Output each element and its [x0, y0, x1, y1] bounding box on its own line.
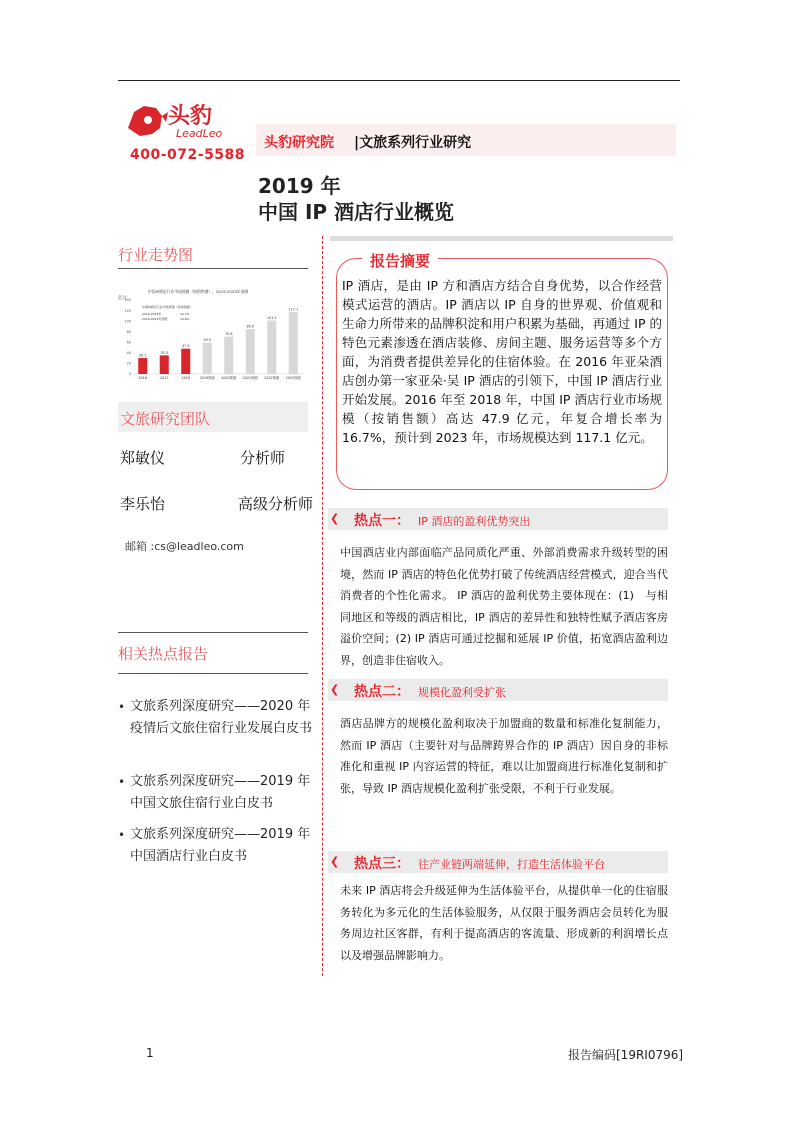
page-title: 中国 IP 酒店行业概览 [258, 200, 455, 224]
y-tick-label: 80 [126, 329, 131, 334]
bar-value-label: 101.2 [266, 316, 277, 321]
y-tick-label: 120 [124, 308, 131, 313]
bullet-icon: • [118, 775, 126, 789]
market-size-chart [118, 282, 308, 387]
page-number: 1 [146, 1046, 154, 1060]
related-rule [118, 673, 308, 674]
member-role: 高级分析师 [238, 495, 314, 513]
hotspot-title: 往产业链两端延伸，打造生活体验平台 [418, 858, 605, 871]
bar-value-label: 35.3 [160, 350, 169, 355]
x-tick-label: 2020预测 [221, 376, 237, 380]
chart-title: 中国IP酒店行业市场规模（按销售额），2016-2023年预测 [148, 289, 249, 294]
x-tick-label: 2018 [181, 376, 190, 380]
related-report-link[interactable]: 文旅系列深度研究——2020 年疫情后文旅住宿行业发展白皮书 [130, 699, 313, 736]
related-heading: 相关热点报告 [118, 645, 209, 663]
summary-text: IP 酒店，是由 IP 方和酒店方结合自身优势，以合作经营模式运营的酒店。IP 酒店以 IP 自身的世界观、价值观和生命力所带来的品牌积淀和用户积累为基础，再通过 IP 的特色元素渗透在酒店装修、房间主题、服务运营等多个方面，为消费者提供差异化的住宿体验。在 2016 年亚朵酒店创办第一家亚朵·吴 IP 酒店的引领下，中国 IP 酒店行业开始发展。2016 年至 2018 年，中国 IP 酒店行业市场规模（按销售额）高达 47.9 亿元，年复合增长率为 16.7%，预计到 2023 年，市场规模达到 117.1 亿元。 [342, 278, 662, 445]
hotspot-label: 热点二： [354, 684, 410, 700]
related-report-link[interactable]: 文旅系列深度研究——2019 年中国酒店行业白皮书 [130, 827, 311, 864]
chart-bar [203, 343, 212, 374]
y-tick-label: 20 [126, 361, 131, 366]
hotspot-text: 未来 IP 酒店将会升级延伸为生活体验平台，从提供单一化的住宿服务转化为多元化的生活体验服务，从仅限于服务酒店会员转化为服务周边社区客群，有利于提高酒店的客流量、形成新的利润增长点以及增强品牌影响力。 [340, 884, 668, 962]
hotspot-chevron-icon: ❮ [330, 512, 340, 525]
report-year: 2019 年 [258, 174, 341, 198]
y-tick-label: 60 [126, 340, 131, 345]
bar-value-label: 47.9 [181, 344, 190, 349]
top-rule [118, 80, 680, 81]
x-tick-label: 2016 [138, 376, 147, 380]
chart-bar [224, 337, 233, 374]
x-tick-label: 2017 [160, 376, 169, 380]
y-tick-label: 0 [128, 372, 131, 377]
related-rule [118, 632, 308, 633]
x-tick-label: 2021预测 [242, 376, 258, 380]
legend-item-value: 16.7% [180, 312, 190, 316]
y-tick-label: 140 [124, 298, 131, 303]
related-report-link[interactable]: 文旅系列深度研究——2019 年中国文旅住宿行业白皮书 [130, 774, 311, 811]
brand-name-en: LeadLeo [176, 127, 223, 140]
brand-name-cn: 头豹 [168, 104, 213, 129]
chart-bar [267, 321, 276, 374]
legend-item-label: 2016-2018年 [142, 312, 162, 316]
institute-name: 头豹研究院 [264, 135, 334, 151]
report-code: 报告编码[19RI0796] [568, 1048, 684, 1062]
chart-ylabel: 亿元 [118, 296, 127, 301]
bar-value-label: 30.2 [138, 353, 147, 358]
hotspot-text: 中国酒店业内部面临产品同质化严重、外部消费需求升级转型的困境，然而 IP 酒店的特色化优势打破了传统酒店经营模式，迎合当代消费者的个性化需求。 IP 酒店的盈利优势主要体现在：(1) 与相同地区和等级的酒店相比，IP 酒店的差异性和独特性赋予酒店客房溢价空间；(2) IP 酒店可通过挖掘和延展 IP 价值，拓宽酒店盈利边界，创造非住宿收入。 [340, 546, 668, 667]
hotspot-title: IP 酒店的盈利优势突出 [418, 515, 531, 528]
x-tick-label: 2022预测 [264, 376, 280, 380]
y-tick-label: 40 [126, 351, 131, 356]
legend-title: 中国IP酒店行业市场规模（按销售额） [142, 305, 193, 309]
chart-bar [181, 349, 190, 374]
bar-value-label: 117.1 [288, 307, 299, 312]
bullet-icon: • [118, 828, 126, 842]
chart-bar [246, 329, 255, 374]
member-name: 李乐怡 [120, 495, 166, 513]
hotspot-chevron-icon: ❮ [330, 683, 340, 696]
bar-value-label: 85.0 [246, 324, 255, 329]
chart-bar [160, 355, 169, 374]
chart-bar [138, 358, 147, 374]
series-name: |文旅系列行业研究 [354, 135, 472, 151]
trend-rule [118, 268, 308, 269]
legend-item-label: 2019-2023年预测 [142, 317, 168, 321]
trend-heading: 行业走势图 [118, 246, 194, 264]
bar-value-label: 59.5 [203, 338, 212, 343]
hotspot-text: 酒店品牌方的规模化盈利取决于加盟商的数量和标准化复制能力，然而 IP 酒店（主要针对与品牌跨界合作的 IP 酒店）因自身的非标准化和重视 IP 内容运营的特征，难以让加盟商进行标准化复制和扩张，导致 IP 酒店规模化盈利扩张受限，不利于行业发展。 [340, 717, 668, 795]
member-name: 郑敏仪 [120, 449, 166, 467]
team-heading: 文旅研究团队 [120, 410, 211, 428]
y-tick-label: 100 [124, 319, 131, 324]
x-tick-label: 2019预测 [199, 376, 215, 380]
bar-value-label: 70.8 [224, 332, 233, 337]
hotspot-label: 热点三： [354, 856, 410, 872]
summary-top-bar [330, 236, 673, 241]
x-tick-label: 2023预测 [285, 376, 301, 380]
hotspot-title: 规模化盈利受扩张 [418, 686, 506, 699]
hotspot-label: 热点一： [354, 513, 410, 529]
legend-item-value: 19.6% [180, 317, 190, 321]
member-role: 分析师 [240, 449, 286, 467]
contact-email: 邮箱 :cs@leadleo.com [125, 540, 244, 553]
chart-bar [289, 312, 298, 374]
bullet-icon: • [118, 700, 126, 714]
column-divider [322, 236, 323, 976]
phone-number: 400-072-5588 [130, 147, 246, 163]
summary-label: 报告摘要 [362, 250, 438, 271]
hotspot-chevron-icon: ❮ [330, 855, 340, 868]
